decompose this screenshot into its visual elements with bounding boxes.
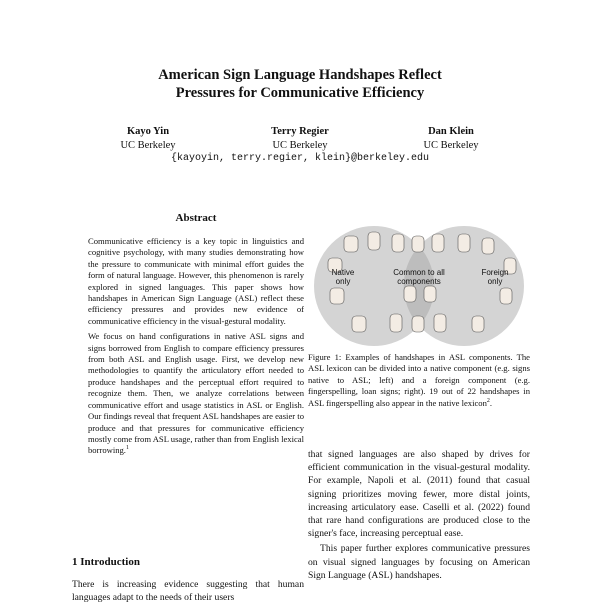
handshape-icon: [390, 314, 402, 332]
figure-venn: [308, 224, 530, 350]
handshape-icon: [368, 232, 380, 250]
author-affiliation: UC Berkeley: [120, 140, 176, 151]
handshape-icon: [424, 286, 436, 302]
author-3: [376, 125, 526, 153]
handshape-icon: [392, 234, 404, 252]
venn-label-common: Common to all components: [393, 268, 445, 286]
handshape-icon: [344, 236, 358, 252]
intro-paragraph: There is increasing evidence suggesting that human languages adapt to the needs of their users: [72, 579, 304, 604]
handshape-icon: [412, 316, 424, 332]
author-1: [73, 125, 223, 153]
author-emails: {kayoyin, terry.regier, klein}@berkeley.edu: [170, 153, 430, 164]
handshape-icon: [404, 286, 416, 302]
venn-label-native: Native only: [331, 268, 355, 286]
handshape-icon: [500, 288, 512, 304]
handshape-icon: [330, 288, 344, 304]
author-affiliation: UC Berkeley: [272, 140, 328, 151]
section-heading-introduction: 1 Introduction: [72, 556, 140, 568]
author-affiliation: UC Berkeley: [423, 140, 479, 151]
figure-caption: Figure 1: Examples of handshapes in ASL components. The ASL lexicon can be divided into a native component (e.g. signs native to ASL; left) and a foreign component (e.g. fingerspelling, loan signs; right). 19 out of 22 handshapes in ASL fingerspelling also appear in the native lexicon$^2$.: [308, 352, 530, 408]
handshape-icon: [472, 316, 484, 332]
paper-title-line-1: American Sign Language Handshapes Reflect: [158, 67, 442, 83]
right-paragraph-1: that signed languages are also shaped by drives for efficient communication in the visual-gestural modality. For example, Napoli et al. (2011) found that casual signing prioritizes moving fewer, more distal joints, increasing articulatory ease. Caselli et al. (2022) found that rare hand configurations are produced close to the signer's face, increasing perceptual ease.: [308, 449, 530, 540]
handshape-icon: [458, 234, 470, 252]
footnote-mark: 1: [125, 445, 129, 452]
handshape-icon: [434, 314, 446, 332]
paper-title-line-2: Pressures for Communicative Efficiency: [175, 85, 425, 101]
abstract-body: [88, 236, 304, 461]
author-2: [225, 125, 375, 153]
abstract-heading: Abstract: [175, 212, 217, 224]
handshape-icon: [352, 316, 366, 332]
author-name: Kayo Yin: [126, 126, 170, 137]
handshape-icon: [482, 238, 494, 254]
handshape-icon: [432, 234, 444, 252]
caption-footnote-mark: 2: [486, 397, 490, 404]
right-column-text: [308, 448, 530, 582]
venn-diagram: [308, 224, 530, 350]
abstract-paragraph-1: Communicative efficiency is a key topic in linguistics and cognitive psychology, with many studies demonstrating how the pressure to communicate with minimal effort guides the form of natural language. However, this phenomenon is rarely explored in signed languages. This paper shows how handshapes in American Sign Language (ASL) reflect these efficiency pressures and provides new evidence of communicative efficiency in the visual-gestural modality.: [88, 236, 304, 326]
author-name: Dan Klein: [428, 126, 474, 137]
handshape-icon: [412, 236, 424, 252]
author-name: Terry Regier: [271, 126, 329, 137]
venn-label-foreign: Foreign only: [481, 268, 509, 286]
abstract-paragraph-2: We focus on hand configurations in native ASL signs and signs borrowed from English to compare efficiency pressures from both ASL and English usage. First, we develop new methodologies to quantify the articulatory effort needed to produce handshapes and the perceptual effort required to recognize them. Then, we analyze correlations between communicative effort and usage statistics in ASL or English. Our findings reveal that frequent ASL handshapes are easier to produce and that pressures for communicative efficiency mostly come from ASL usage, rather than from English lexical borrowing.$^1$: [88, 331, 304, 456]
right-paragraph-2: This paper further explores communicative pressures on visual signed languages by focusing on American Sign Language (ASL) handshapes.: [308, 543, 530, 581]
